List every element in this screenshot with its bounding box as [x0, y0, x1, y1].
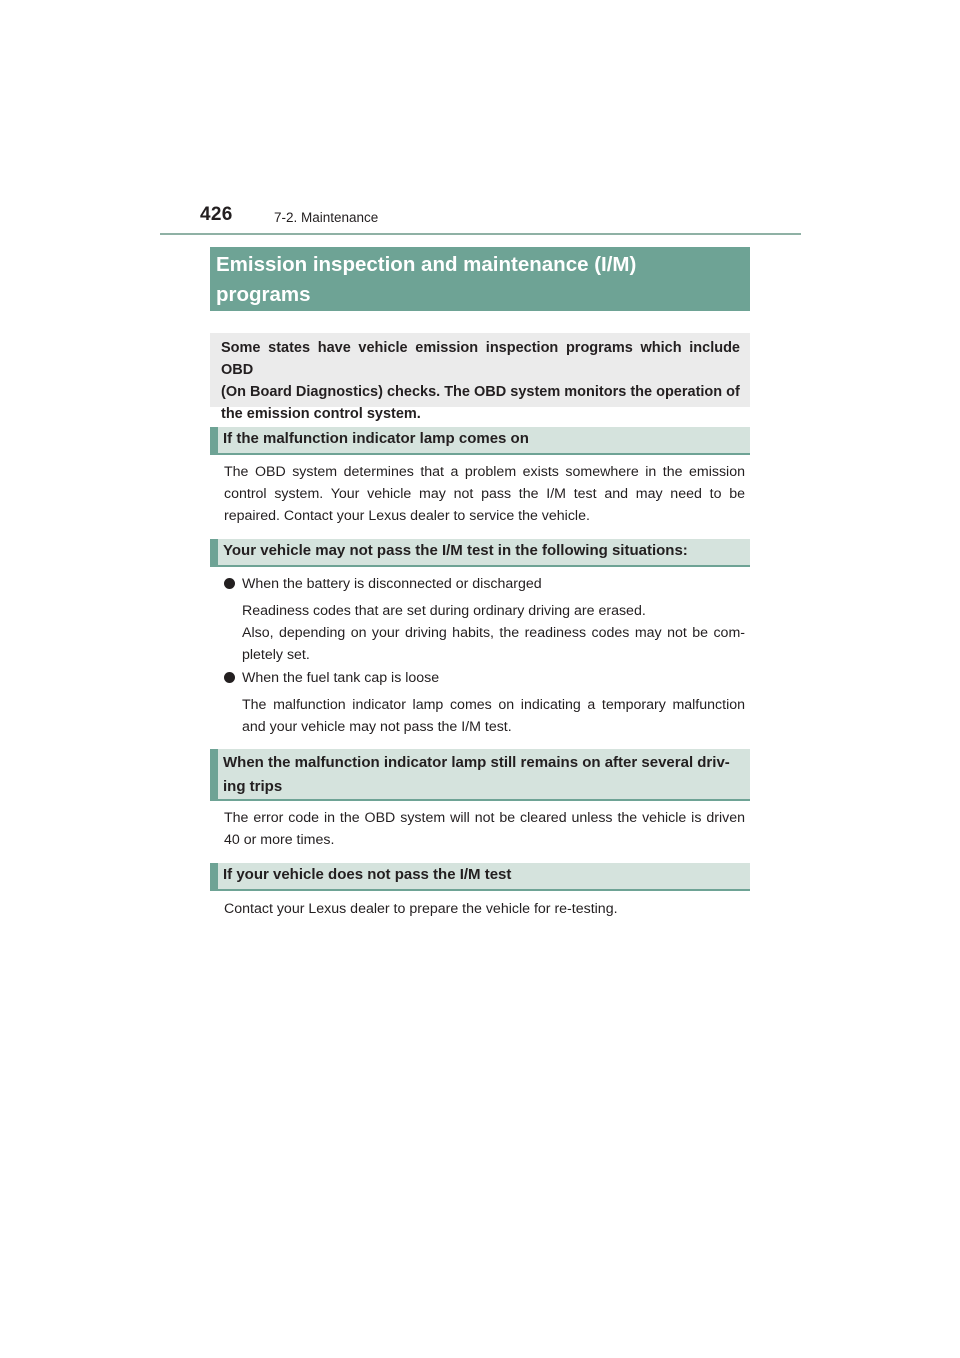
- page-title: [210, 247, 750, 311]
- body-line: repaired. Contact your Lexus dealer to service the vehicle.: [224, 508, 590, 524]
- body-line: Also, depending on your driving habits, the readiness codes may not be com-: [242, 625, 745, 641]
- section-heading-text: When the malfunction indicator lamp still remains on after several driv-: [223, 754, 730, 771]
- section-heading-lamp-remains-on: [210, 749, 750, 801]
- bullet-icon: [224, 578, 235, 589]
- body-line: The error code in the OBD system will not be cleared unless the vehicle is driven: [224, 810, 745, 826]
- bullet-icon: [224, 672, 235, 683]
- body-line: The OBD system determines that a problem exists somewhere in the emission: [224, 464, 745, 480]
- page-number: 426: [200, 204, 233, 225]
- section-heading-text: ing trips: [223, 778, 283, 795]
- intro-line: (On Board Diagnostics) checks. The OBD system monitors the operation of: [221, 384, 740, 400]
- page-title-line: programs: [216, 282, 311, 306]
- page-header: [200, 204, 800, 234]
- list-item: [224, 573, 750, 595]
- section-label: 7-2. Maintenance: [274, 210, 379, 225]
- body-line: Contact your Lexus dealer to prepare the vehicle for re-testing.: [224, 901, 618, 917]
- section-heading-text: Your vehicle may not pass the I/M test in the following situations:: [223, 542, 688, 559]
- section-heading-may-not-pass: [210, 539, 750, 567]
- section-body-lamp-remains-on: [224, 807, 745, 851]
- list-item: [224, 667, 750, 689]
- section-heading-text: If your vehicle does not pass the I/M test: [223, 866, 512, 883]
- page-title-line: Emission inspection and maintenance (I/M): [216, 253, 637, 276]
- header-rule: [160, 233, 801, 235]
- body-line: and your vehicle may not pass the I/M test.: [242, 719, 512, 735]
- bullet-label: When the fuel tank cap is loose: [242, 670, 440, 686]
- body-line: 40 or more times.: [224, 832, 335, 848]
- intro-line: Some states have vehicle emission inspection programs which include OBD: [221, 340, 740, 378]
- intro-line: the emission control system.: [221, 406, 421, 422]
- section-body-malfunction-lamp: [224, 461, 745, 527]
- section-heading-malfunction-lamp: [210, 427, 750, 455]
- section-body-does-not-pass: [224, 898, 745, 920]
- body-line: The malfunction indicator lamp comes on indicating a temporary malfunction: [242, 697, 745, 713]
- body-line: Readiness codes that are set during ordinary driving are erased.: [242, 603, 646, 619]
- bullet-detail: [242, 694, 745, 738]
- bullet-label: When the battery is disconnected or discharged: [242, 576, 542, 592]
- body-line: pletely set.: [242, 647, 310, 663]
- body-line: control system. Your vehicle may not pass the I/M test and may need to be: [224, 486, 745, 502]
- bullet-detail: [242, 600, 745, 666]
- section-heading-text: If the malfunction indicator lamp comes on: [223, 430, 529, 447]
- intro-box: [210, 333, 750, 422]
- section-heading-does-not-pass: [210, 863, 750, 891]
